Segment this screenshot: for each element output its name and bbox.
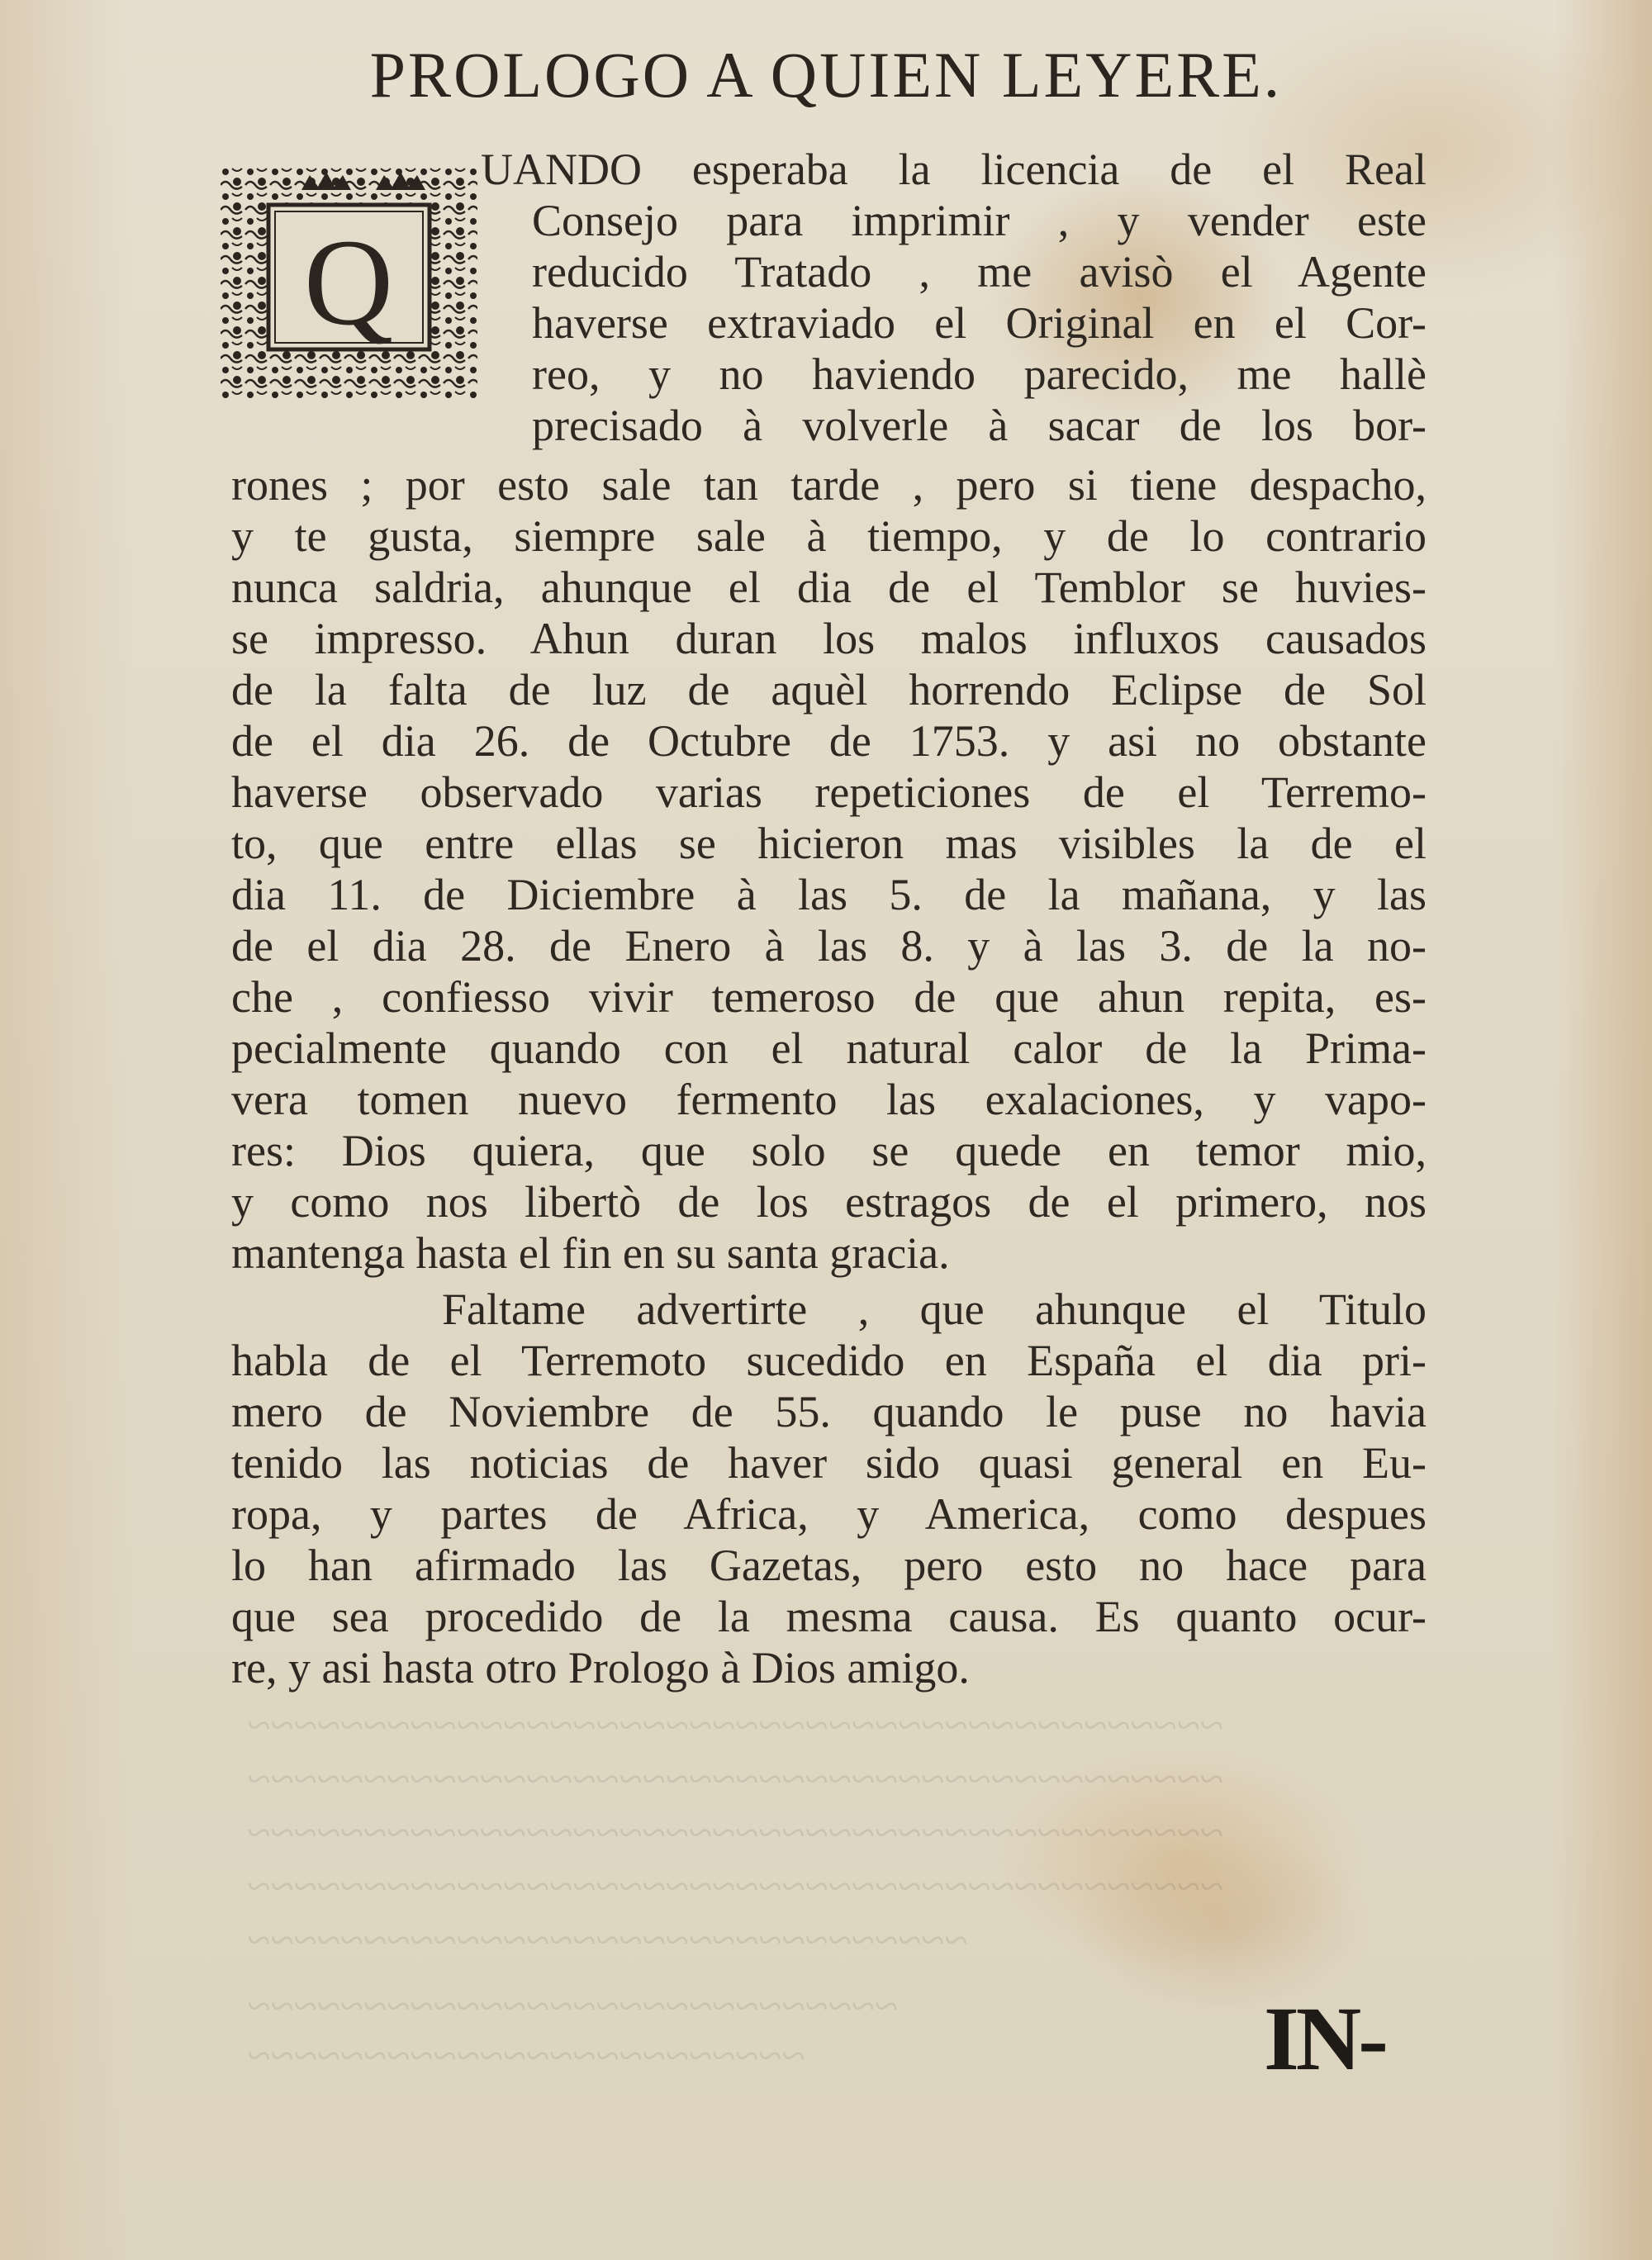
text-line: tenido las noticias de haver sido quasi general en Eu-: [231, 1438, 1427, 1488]
text-line: reo, y no haviendo parecido, me hallè: [532, 349, 1427, 399]
text-line: de la falta de luz de aquèl horrendo Eclipse de Sol: [231, 665, 1427, 715]
text-line: re, y asi hasta otro Prologo à Dios amigo.: [231, 1643, 970, 1693]
text-line: y como nos libertò de los estragos de el primero, nos: [231, 1177, 1427, 1227]
text-line: se impresso. Ahun duran los malos influxos causados: [231, 614, 1427, 663]
show-through-text: ~~~~~~~~~~~~~~~~~~~~~~~~~~~~~~~~~~~~~~~~~~: [248, 1702, 1224, 1750]
text-line: que sea procedido de la mesma causa. Es quanto ocur-: [231, 1592, 1427, 1641]
text-line: habla de el Terremoto sucedido en España el dia pri-: [231, 1336, 1427, 1385]
decorative-border-icon: [219, 165, 479, 401]
text-line: vera tomen nuevo fermento las exalaciones, y vapo-: [231, 1075, 1427, 1124]
text-line: haverse observado varias repeticiones de el Terremo-: [231, 767, 1427, 817]
text-line: che , confiesso vivir temeroso de que ahun repita, es-: [231, 972, 1427, 1022]
text-line: mantenga hasta el fin en su santa gracia.: [231, 1228, 950, 1278]
text-line: UANDO esperaba la licencia de el Real: [481, 145, 1427, 194]
text-line: to, que entre ellas se hicieron mas visibles la de el: [231, 819, 1427, 868]
drop-cap-letter: Q: [303, 214, 394, 351]
text-line: lo han afirmado las Gazetas, pero esto no hace para: [231, 1541, 1427, 1590]
text-line: reducido Tratado , me avisò el Agente: [532, 247, 1427, 297]
ornamental-initial: [219, 165, 479, 401]
text-line: Faltame advertirte , que ahunque el Titulo: [442, 1284, 1427, 1334]
text-line: ropa, y partes de Africa, y America, como despues: [231, 1489, 1427, 1539]
show-through-text: ~~~~~~~~~~~~~~~~~~~~~~~~: [248, 2033, 806, 2080]
show-through-text: ~~~~~~~~~~~~~~~~~~~~~~~~~~~~~~~~~~~~~~~~~~: [248, 1756, 1224, 1803]
text-line: pecialmente quando con el natural calor de la Prima-: [231, 1023, 1427, 1073]
text-line: nunca saldria, ahunque el dia de el Temblor se huvies-: [231, 563, 1427, 612]
text-line: mero de Noviembre de 55. quando le puse no havia: [231, 1387, 1427, 1436]
show-through-text: ~~~~~~~~~~~~~~~~~~~~~~~~~~~~: [248, 1983, 899, 2030]
show-through-text: ~~~~~~~~~~~~~~~~~~~~~~~~~~~~~~~~~~~~~~~~~~: [248, 1810, 1224, 1857]
page-title: PROLOGO A QUIEN LEYERE.: [369, 39, 1283, 111]
text-line: rones ; por esto sale tan tarde , pero si tiene despacho,: [231, 460, 1427, 510]
text-line: de el dia 26. de Octubre de 1753. y asi no obstante: [231, 716, 1427, 766]
show-through-text: ~~~~~~~~~~~~~~~~~~~~~~~~~~~~~~~~~~~~~~~~~~: [248, 1864, 1224, 1911]
text-line: y te gusta, siempre sale à tiempo, y de lo contrario: [231, 511, 1427, 561]
text-line: dia 11. de Diciembre à las 5. de la mañana, y las: [231, 870, 1427, 919]
text-line: res: Dios quiera, que solo se quede en temor mio,: [231, 1126, 1427, 1175]
show-through-text: ~~~~~~~~~~~~~~~~~~~~~~~~~~~~~~~: [248, 1917, 969, 1964]
text-line: precisado à volverle à sacar de los bor-: [532, 401, 1427, 450]
text-line: Consejo para imprimir , y vender este: [532, 196, 1427, 245]
text-line: de el dia 28. de Enero à las 8. y à las 3. de la no-: [231, 921, 1427, 971]
catchword: IN-: [1264, 1988, 1385, 2089]
text-line: haverse extraviado el Original en el Cor-: [532, 298, 1427, 348]
